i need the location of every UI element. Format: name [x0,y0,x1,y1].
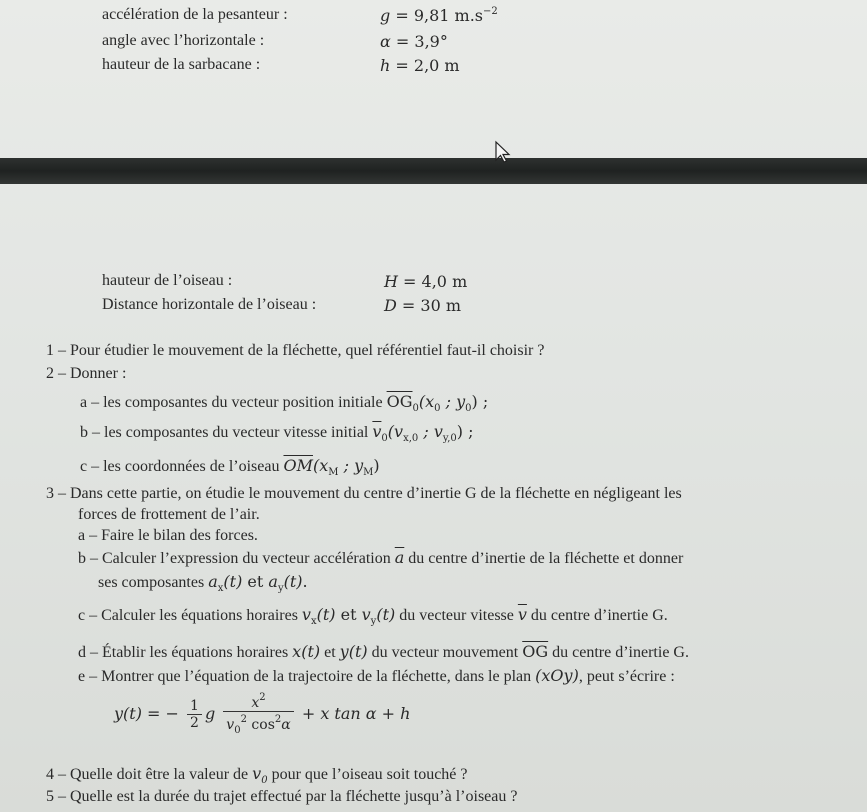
q3c-t2: (t) [376,605,396,624]
q4-v0 [252,764,268,786]
q3d-c1: x(t) [292,642,321,661]
q2b-end: ) ; [456,422,474,441]
alpha-label: angle avec l’horizontale : [102,32,265,49]
question-2: 2 – Donner : [46,365,127,382]
q2b-vec-sub: 0 [381,433,388,444]
q3b-t1: (t) [223,572,243,591]
q3b-comp2: a [268,572,278,591]
eq-den-alpha: α [281,717,291,733]
question-1: 1 – Pour étudier le mouvement de la fléchette, quel référentiel faut-il choisir ? [46,342,545,359]
q3d-c2: y(t) [339,642,368,661]
q4-pre: 4 – Quelle doit être la valeur de [46,766,249,783]
q3b-line2-pre: ses composantes [98,574,205,591]
question-2b [80,422,473,444]
q2c-end: ) [373,456,380,475]
question-2a [80,392,488,414]
question-3c [78,605,668,627]
eq-main-num [223,690,293,712]
g-rhs: = 9,81 m.s [395,6,484,25]
eq-den-cos: cos [251,717,275,733]
H-rhs: = 4,0 m [403,272,468,291]
q2c-arg2: ; y [338,456,364,475]
question-3e [78,666,675,686]
g-unit-exponent: −2 [483,6,498,17]
q2a-end: ) ; [471,392,489,411]
q3b-comp1-sub: x [217,583,224,594]
q4-vsub: 0 [261,775,268,786]
q3c-c2: v [361,605,371,624]
alpha-symbol: α [380,32,391,51]
q2b-vec-symbol: $\overline{v}$ [372,422,382,441]
q3e-pre: e – Montrer que l’équation de la trajectoire de la fléchette, dans le plan [78,668,532,685]
eq-den-vexp: 2 [240,714,247,725]
D-value [384,296,461,315]
eq-g: g [204,704,216,723]
question-3b-line1 [78,548,683,568]
q3b-post: du centre d’inertie de la fléchette et donner [408,550,684,567]
question-4 [46,764,468,786]
q3c-c1-sub: x [310,616,317,627]
q4-post: pour que l’oiseau soit touché ? [271,766,468,783]
q3e-plan: (xOy) [535,666,579,685]
alpha-rhs: = 3,9° [395,32,448,51]
q2c-vec-symbol: $\overline{OM}$ [283,456,313,475]
eq-lhs: y(t) = − [114,704,179,723]
question-3a: a – Faire le bilan des forces. [78,527,258,544]
q3d-vector: $\overline{OG}$ [522,642,549,661]
h-value [380,56,460,75]
q2a-vec-sub: 0 [412,403,419,414]
mouse-cursor-icon [494,140,512,164]
question-5: 5 – Quelle est la durée du trajet effectué par la fléchette jusqu’à l’oiseau ? [46,788,518,805]
g-value [380,6,498,25]
alpha-value [380,32,448,51]
eq-half-num: 1 [187,698,202,715]
question-3-line1: 3 – Dans cette partie, on étudie le mouvement du centre d’inertie G de la fléchette en négligeant les [46,485,682,502]
q2c-arg2-sub: M [363,467,374,478]
q2a-arg2: ; y [440,392,466,411]
q2b-vector [372,422,474,444]
eq-main-fraction [223,690,293,739]
q2b-arg1: (v [387,422,404,441]
q4-v: v [252,764,262,783]
eq-den-v: v [226,717,235,733]
D-rhs: = 30 m [401,296,462,315]
eq-half-fraction [187,698,202,731]
D-label: Distance horizontale de l’oiseau : [102,296,317,313]
trajectory-equation [114,690,410,739]
eq-num-x: x [251,695,260,711]
q3b-components [208,572,308,594]
q3b-comp1: a [208,572,218,591]
h-label: hauteur de la sarbacane : [102,56,261,73]
q3b-et: et [247,572,264,591]
h-symbol: h [380,56,391,75]
eq-main-den [223,712,293,739]
q3b-pre: b – Calculer l’expression du vecteur accélération [78,550,391,567]
q3b-end: . [302,572,308,591]
q2b-arg2: ; v [418,422,443,441]
H-value [384,272,467,291]
q3b-t2: (t) [283,572,303,591]
eq-num-exp: 2 [259,692,266,703]
eq-den-vsub: 0 [234,725,241,736]
q2b-arg2-sub: y,0 [442,433,457,444]
q2a-vector [386,392,489,414]
q2a-arg2-sub: 0 [465,403,472,414]
q3c-post: du centre d’inertie G. [530,607,668,624]
q2c-vector [283,456,380,478]
eq-den-cosexp: 2 [274,714,282,725]
q2c-arg1-sub: M [328,467,339,478]
q2b-arg1-sub: x,0 [403,433,419,444]
q2c-arg1: (x [312,456,329,475]
q3b-comp2-sub: y [277,583,284,594]
q2c-text: c – les coordonnées de l’oiseau [80,458,280,475]
h-rhs: = 2,0 m [395,56,460,75]
q3c-et: et [340,605,357,624]
g-symbol: g [380,6,391,25]
g-label: accélération de la pesanteur : [102,6,288,23]
q3d-et: et [324,644,336,661]
eq-tail: + x tan α + h [301,704,411,723]
question-3d [78,642,689,662]
question-3b-line2 [98,572,308,594]
q2a-text: a – les composantes du vecteur position initiale [80,394,383,411]
question-2c [80,456,380,478]
dark-band-divider [0,158,867,184]
q3e-post: , peut s’écrire : [578,668,675,685]
q3d-pre: d – Établir les équations horaires [78,644,289,661]
q3b-vector: $\overline{a}$ [394,548,405,567]
q3c-components [301,605,396,627]
q2a-arg1: (x [418,392,435,411]
q2b-text: b – les composantes du vecteur vitesse initial [80,424,369,441]
q2a-vec-symbol: $\overline{OG}$ [386,392,413,411]
H-symbol: H [384,272,398,291]
question-3-line2: forces de frottement de l’air. [78,506,260,523]
D-symbol: D [384,296,397,315]
q3d-mid: du vecteur mouvement [371,644,519,661]
eq-half-den: 2 [190,715,199,731]
q3c-pre: c – Calculer les équations horaires [78,607,298,624]
q3c-c1: v [301,605,311,624]
q3c-vector: $\overline{v}$ [517,605,527,624]
q3c-mid: du vecteur vitesse [399,607,514,624]
H-label: hauteur de l’oiseau : [102,272,233,289]
q3c-t1: (t) [316,605,336,624]
q3d-post: du centre d’inertie G. [552,644,689,661]
q2a-arg1-sub: 0 [434,403,441,414]
q3c-c2-sub: y [370,616,377,627]
